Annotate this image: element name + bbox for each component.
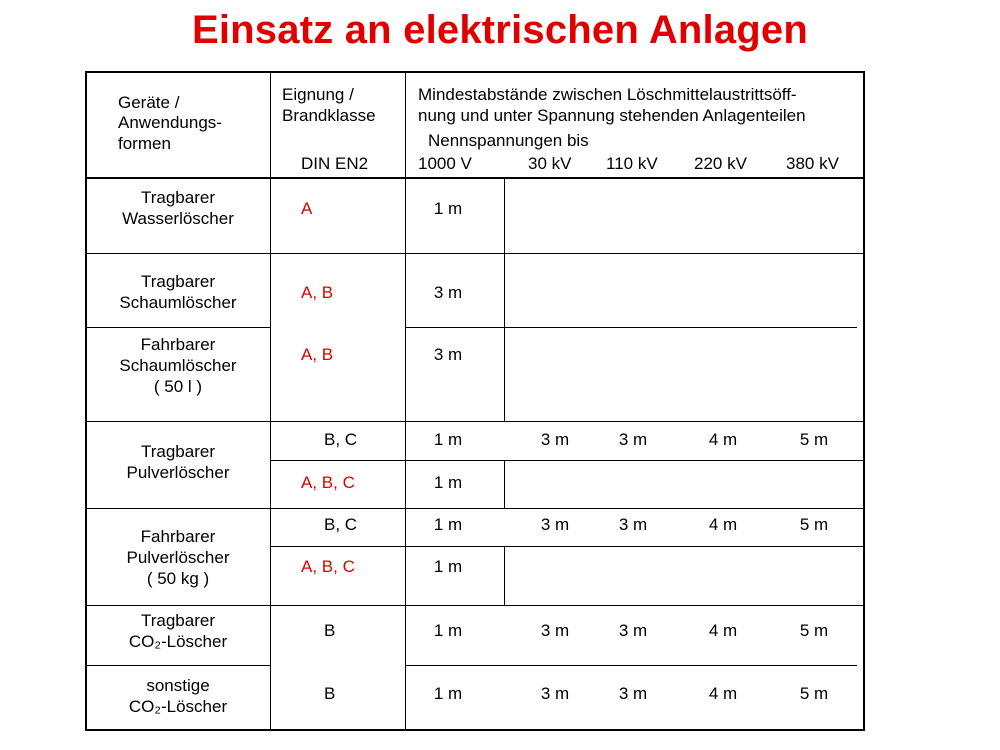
header-devices-3: formen	[118, 134, 171, 153]
min-distance-value: 4 m	[708, 430, 738, 449]
device-label: Wasserlöscher	[122, 209, 234, 228]
fire-class-value: A	[301, 199, 313, 218]
header-standard: DIN EN2	[301, 154, 369, 173]
row-divider-5-sub	[270, 546, 863, 547]
min-distance-value: 5 m	[799, 684, 829, 703]
row-divider-2	[85, 327, 270, 328]
min-distance-value: 1 m	[433, 199, 463, 218]
row-divider-5	[85, 605, 863, 606]
fire-class-value: A, B, C	[301, 473, 355, 492]
min-distance-value: 4 m	[708, 684, 738, 703]
row-divider-header	[85, 177, 863, 179]
col-divider-1000v-pulver-2	[504, 546, 505, 605]
header-devices-1: Geräte /	[118, 93, 180, 112]
min-distance-value: 4 m	[708, 515, 738, 534]
min-distance-value: 5 m	[799, 515, 829, 534]
min-distance-value: 3 m	[540, 621, 570, 640]
row-divider-3	[85, 421, 863, 422]
device-label: Tragbarer	[140, 442, 215, 461]
header-voltage-220kv: 220 kV	[694, 154, 747, 173]
header-distances-1: Mindestabstände zwischen Löschmittelaustrittsöff-	[418, 85, 797, 104]
fire-class-value: A, B, C	[301, 557, 355, 576]
device-label: Tragbarer	[140, 611, 215, 630]
device-label: Pulverlöscher	[126, 463, 230, 482]
min-distance-value: 1 m	[433, 430, 463, 449]
fire-class-value: B	[324, 621, 336, 640]
col-divider-1000v-pulver	[504, 461, 505, 508]
device-label: Fahrbarer	[140, 335, 216, 354]
device-label: Schaumlöscher	[119, 293, 237, 312]
row-divider-6	[85, 665, 270, 666]
header-voltage-380kv: 380 kV	[786, 154, 839, 173]
min-distance-value: 3 m	[618, 430, 648, 449]
device-label: ( 50 l )	[153, 377, 203, 396]
min-distance-value: 3 m	[540, 515, 570, 534]
row-divider-4	[85, 508, 863, 509]
device-label: Tragbarer	[140, 188, 215, 207]
fire-class-value: B, C	[324, 515, 358, 534]
header-distances-2: nung und unter Spannung stehenden Anlagenteilen	[418, 106, 806, 125]
min-distance-value: 1 m	[433, 473, 463, 492]
min-distance-value: 3 m	[540, 430, 570, 449]
page-title: Einsatz an elektrischen Anlagen	[191, 8, 809, 52]
fire-class-value: B	[324, 684, 336, 703]
device-label: sonstige	[146, 676, 210, 695]
min-distance-value: 5 m	[799, 621, 829, 640]
header-voltage-1000v: 1000 V	[418, 154, 472, 173]
min-distance-value: 1 m	[433, 621, 463, 640]
header-voltage-30kv: 30 kV	[528, 154, 572, 173]
min-distance-value: 1 m	[433, 515, 463, 534]
col-divider-class	[405, 71, 406, 729]
min-distance-value: 3 m	[618, 515, 648, 534]
header-voltage-label: Nennspannungen bis	[428, 131, 589, 150]
min-distance-value: 3 m	[618, 684, 648, 703]
device-label: Pulverlöscher	[126, 548, 230, 567]
min-distance-value: 3 m	[540, 684, 570, 703]
device-label: CO₂-Löscher	[128, 632, 228, 651]
min-distance-value: 3 m	[433, 283, 463, 302]
fire-class-value: B, C	[324, 430, 358, 449]
header-devices-2: Anwendungs-	[118, 113, 222, 132]
min-distance-value: 3 m	[433, 345, 463, 364]
device-label: Schaumlöscher	[119, 356, 237, 375]
fire-class-value: A, B	[301, 345, 334, 364]
col-divider-1000v	[504, 178, 505, 421]
row-divider-4-sub	[270, 460, 863, 461]
row-divider-2b	[405, 327, 857, 328]
min-distance-value: 1 m	[433, 557, 463, 576]
header-voltage-110kv: 110 kV	[606, 154, 658, 173]
row-divider-1	[85, 253, 863, 254]
min-distance-value: 3 m	[618, 621, 648, 640]
col-divider-device	[270, 71, 271, 729]
fire-class-value: A, B	[301, 283, 334, 302]
device-label: CO₂-Löscher	[128, 697, 228, 716]
min-distance-value: 1 m	[433, 684, 463, 703]
min-distance-value: 5 m	[799, 430, 829, 449]
min-distance-value: 4 m	[708, 621, 738, 640]
header-suitability-2: Brandklasse	[282, 106, 376, 125]
device-label: Fahrbarer	[140, 527, 216, 546]
device-label: ( 50 kg )	[146, 569, 210, 588]
row-divider-6b	[405, 665, 857, 666]
device-label: Tragbarer	[140, 272, 215, 291]
header-suitability-1: Eignung /	[282, 85, 354, 104]
